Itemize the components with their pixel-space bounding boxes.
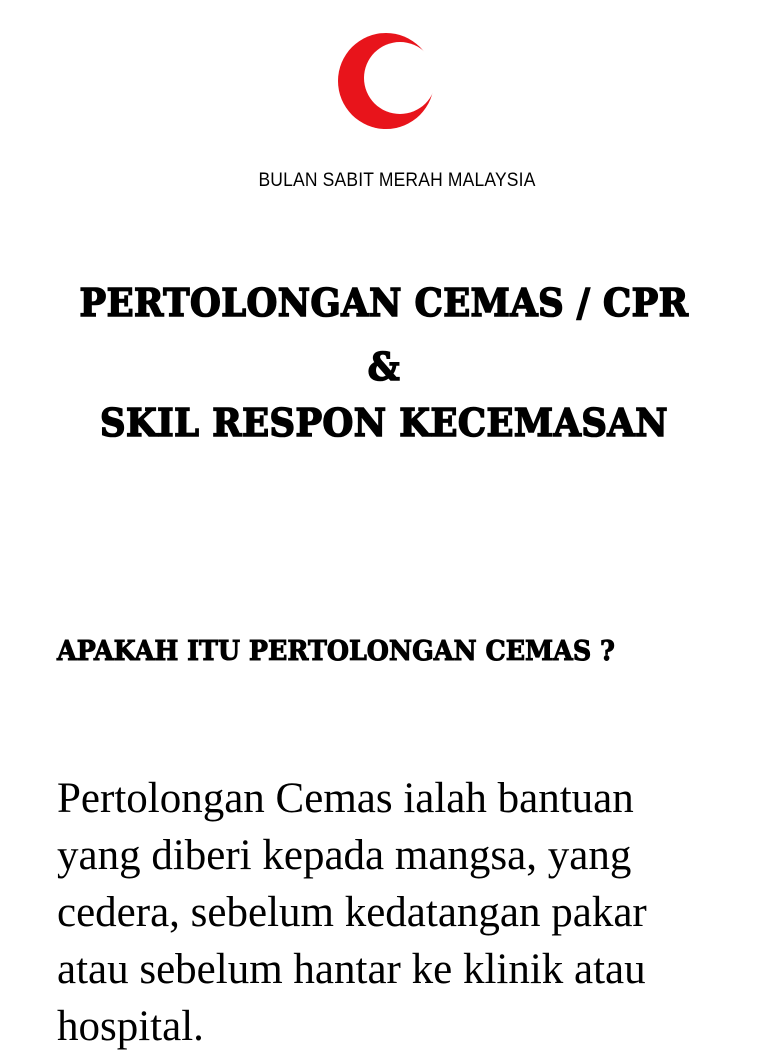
body-line: hospital. (57, 1003, 204, 1050)
section-heading: APAKAH ITU PERTOLONGAN CEMAS ? (57, 636, 615, 667)
title-line-2: SKIL RESPON KECEMASAN (100, 400, 668, 445)
organization-name: BULAN SABIT MERAH MALAYSIA (258, 170, 536, 191)
title-ampersand: & (367, 344, 401, 389)
title-line-1: PERTOLONGAN CEMAS / CPR (79, 280, 689, 325)
body-line: cedera, sebelum kedatangan pakar (57, 889, 647, 936)
body-paragraph (57, 770, 757, 1055)
body-line: atau sebelum hantar ke klinik atau (57, 946, 646, 993)
red-crescent-icon (338, 32, 438, 130)
body-line: Pertolongan Cemas ialah bantuan (57, 775, 634, 822)
body-line: yang diberi kepada mangsa, yang (57, 832, 632, 879)
